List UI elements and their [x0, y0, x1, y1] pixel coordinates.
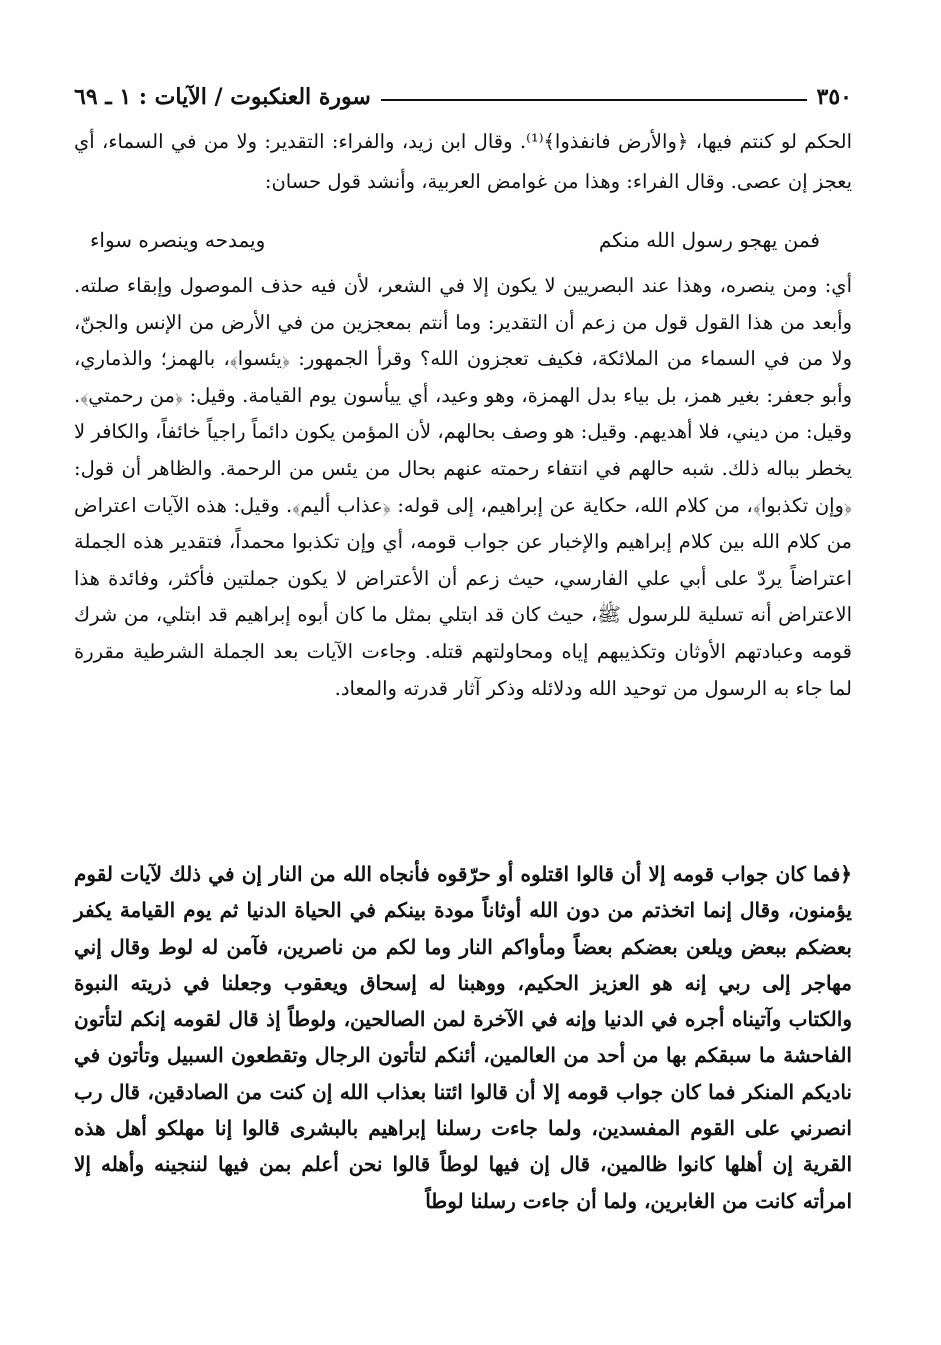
verse-second-hemistich: ويمدحه وينصره سواء — [90, 228, 266, 252]
intro-text: الحكم لو كنتم فيها، ﴿والأرض فانفذوا﴾⁽¹⁾. وقال ابن زيد، والفراء: التقدير: ولا من في السماء، أي يعجز إن عصى. وقال الفراء: وهذا من غوامض العربية، وأنشد قول حسان: — [74, 130, 853, 193]
intro-paragraph — [74, 122, 852, 202]
quran-passage — [74, 856, 852, 1219]
commentary-text: أي: ومن ينصره، وهذا عند البصريين لا يكون إلا في الشعر، لأن فيه حذف الموصول وإبقاء صلته. وأبعد من هذا القول قول من زعم أن التقدير: وما أنتم بمعجزين من في الأرض من الإنس والجنّ، ولا من في السماء من الملائكة، فكيف تعجزون الله؟ وقرأ الجمهور: ﴿يئسوا﴾، بالهمز؛ والذماري، وأبو جعفر: بغير همز، بل بياء بدل الهمزة، وهو وعيد، أي ييأسون يوم القيامة. وقيل: ﴿من رحمتي﴾. وقيل: من ديني، فلا أهديهم. وقيل: هو وصف بحالهم، لأن المؤمن يكون دائماً راجياً خائفاً، والكافر لا يخطر بباله ذلك. شبه حالهم في انتفاء رحمته عنهم بحال من يئس من الرحمة. والظاهر أن قول: ﴿وإن تكذبوا﴾، من كلام الله، حكاية عن إبراهيم، إلى قوله: ﴿عذاب أليم﴾. وقيل: هذه الآيات اعتراض من كلام الله بين كلام إبراهيم والإخبار عن جواب قومه، أي وإن تكذبوا محمداً، فتقدير هذه الجملة اعتراضاً يردّ على أبي علي الفارسي، حيث زعم أن الأعتراض لا يكون جملتين فأكثر، وفائدة هذا الاعتراض أنه تسلية للرسول ﷺ، حيث كان قد ابتلي بمثل ما كان أبوه إبراهيم قد ابتلي، من شرك قومه وعبادتهم الأوثان وتكذيبهم إياه ومحاولتهم قتله. وجاءت الآيات بعد الجملة الشرطية مقررة لما جاء به الرسول من توحيد الله ودلائله وذكر آثار قدرته والمعاد. — [74, 274, 852, 700]
commentary-paragraph — [74, 268, 852, 707]
header-rule — [381, 99, 807, 101]
quran-text: ﴿فما كان جواب قومه إلا أن قالوا اقتلوه أو حرّقوه فأنجاه الله من النار إن في ذلك لآيات لقوم يؤمنون، وقال إنما اتخذتم من دون الله أوثاناً مودة بينكم في الحياة الدنيا ثم يوم القيامة يكفر بعضكم ببعض ويلعن بعضكم بعضاً ومأواكم النار وما لكم من ناصرين، فآمن له لوط وقال إني مهاجر إلى ربي إنه هو العزيز الحكيم، ووهبنا له إسحاق ويعقوب وجعلنا في ذريته النبوة والكتاب وآتيناه أجره في الدنيا وإنه في الآخرة لمن الصالحين، ولوطاً إذ قال لقومه إنكم لتأتون الفاحشة ما سبقكم بها من أحد من العالمين، أئنكم لتأتون الرجال وتقطعون السبيل وتأتون في ناديكم المنكر فما كان جواب قومه إلا أن قالوا ائتنا بعذاب الله إن كنت من الصادقين، قال رب انصرني على القوم المفسدين، ولما جاءت رسلنا إبراهيم بالبشرى قالوا إنا مهلكو أهل هذه القرية إن أهلها كانوا ظالمين، قال إن فيها لوطاً قالوا نحن أعلم بمن فيها لننجينه وأهله إلا امرأته كانت من الغابرين، ولما أن جاءت رسلنا لوطاً — [74, 862, 852, 1213]
page-number: ٣٥٠ — [816, 84, 852, 110]
running-title: سورة العنكبوت / الآيات : ١ ـ ٦٩ — [74, 84, 371, 110]
poetry-verse — [90, 222, 820, 258]
verse-first-hemistich: فمن يهجو رسول الله منكم — [598, 228, 820, 252]
page-header — [74, 82, 852, 112]
